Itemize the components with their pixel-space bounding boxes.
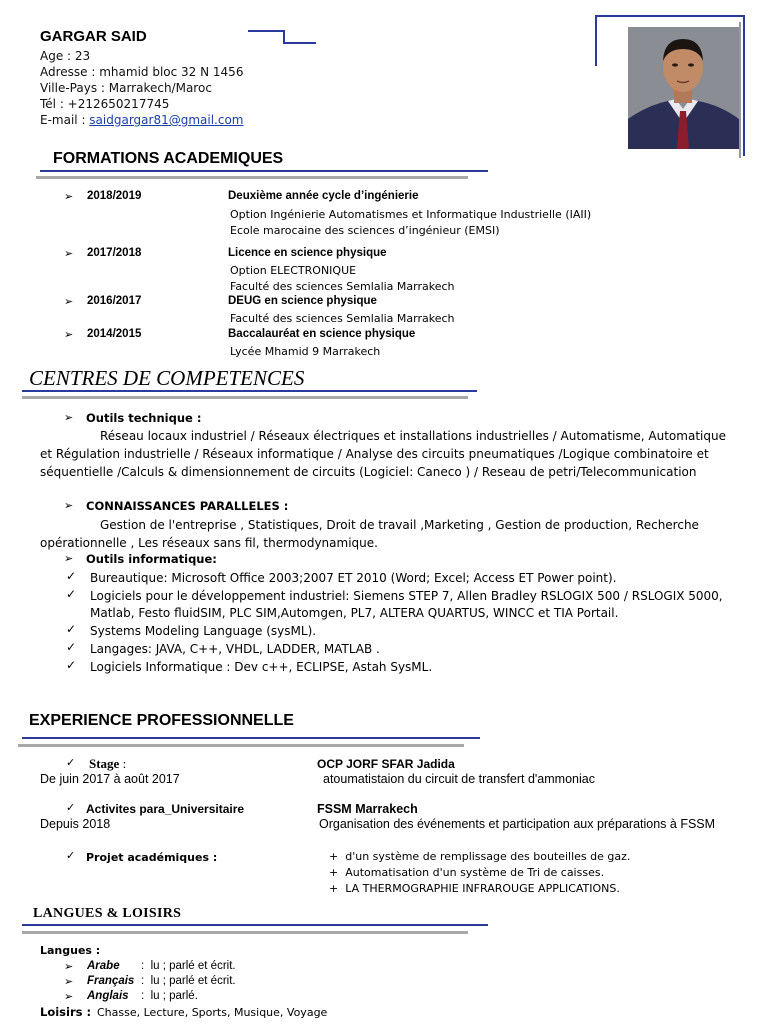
- email-link[interactable]: saidgargar81@gmail.com: [89, 113, 244, 127]
- arrow-icon: ➢: [64, 960, 74, 973]
- formation-school: Lycée Mhamid 9 Marrakech: [230, 345, 381, 358]
- langue-level-text: lu ; parlé et écrit.: [150, 960, 236, 972]
- check-icon: ✓: [66, 640, 77, 654]
- langue-name: Arabe: [87, 960, 120, 972]
- arrow-icon: ➢: [64, 975, 74, 988]
- check-icon: ✓: [66, 587, 77, 601]
- check-icon: ✓: [66, 756, 76, 769]
- candidate-name: GARGAR SAID: [40, 28, 147, 45]
- outils-technique-text-3: séquentielle /Calculs & dimensionnement de circuits (Logiciel: Caneco ) / Reseau de petri/Telecommunication: [40, 465, 697, 479]
- skill-item: Langages: JAVA, C++, VHDL, LADDER, MATLAB .: [90, 642, 380, 656]
- email-label: E-mail :: [40, 113, 90, 127]
- section-title-experience: EXPERIENCE PROFESSIONNELLE: [29, 712, 294, 729]
- formations-rule-blue: [40, 170, 488, 172]
- formation-degree: Licence en science physique: [228, 247, 387, 259]
- connaissances-label: CONNAISSANCES PARALLELES :: [86, 499, 289, 513]
- competences-rule-gray: [22, 396, 468, 399]
- check-icon: ✓: [66, 658, 77, 672]
- header-decoration-line: [240, 28, 320, 46]
- formation-degree: Deuxième année cycle d’ingénierie: [228, 190, 419, 202]
- arrow-icon: ➢: [64, 411, 74, 424]
- connaissances-text-2: opérationnelle , Les réseaux sans fil, thermodynamique.: [40, 536, 378, 550]
- formation-school: Faculté des sciences Semlalia Marrakech: [230, 312, 455, 325]
- projet-item-text: d'un système de remplissage des bouteilles de gaz.: [345, 850, 631, 863]
- phone: Tél : +212650217745: [40, 97, 170, 111]
- projet-item-text: Automatisation d'un système de Tri de caisses.: [345, 866, 605, 879]
- experience-rule-blue: [22, 737, 480, 739]
- outils-technique-text-1: Réseau locaux industriel / Réseaux électriques et installations industrielles / Automatisme, Automatique: [100, 429, 726, 443]
- outils-informatique-label: Outils informatique:: [86, 552, 217, 566]
- arrow-icon: ➢: [64, 328, 74, 341]
- city-country: Ville-Pays : Marrakech/Maroc: [40, 81, 212, 95]
- skill-item: Bureautique: Microsoft Office 2003;2007 ET 2010 (Word; Excel; Access ET Power point).: [90, 571, 617, 585]
- stage-date: De juin 2017 à août 2017: [40, 772, 180, 786]
- formation-detail: Option Ingénierie Automatismes et Informatique Industrielle (IAII): [230, 208, 592, 221]
- para-universitaire-org: FSSM Marrakech: [317, 802, 418, 816]
- formation-year: 2017/2018: [87, 247, 142, 259]
- skill-item-continued: Matlab, Festo fluidSIM, PLC SIM,Automgen, PL7, ALTERA QUARTUS, WINCC et TIA Portail.: [90, 606, 619, 620]
- langues-rule-gray: [22, 931, 468, 934]
- outils-technique-label: Outils technique :: [86, 411, 202, 425]
- outils-technique-text-2: et Régulation industrielle / Réseaux informatique / Analyse des circuits pneumatiques /Logique combinatoire et: [40, 447, 709, 461]
- formation-school: Ecole marocaine des sciences d’ingénieur (EMSI): [230, 224, 500, 237]
- arrow-icon: ➢: [64, 247, 74, 260]
- stage-colon: :: [119, 756, 127, 771]
- check-icon: ✓: [66, 849, 76, 862]
- age: Age : 23: [40, 49, 91, 63]
- arrow-icon: ➢: [64, 190, 74, 203]
- arrow-icon: ➢: [64, 552, 74, 565]
- skill-item: Logiciels pour le développement industriel: Siemens STEP 7, Allen Bradley RSLOGIX 500 / RSLOGIX 5000,: [90, 589, 723, 603]
- para-universitaire-label: Activites para_Universitaire: [86, 802, 245, 816]
- langue-level: : lu ; parlé et écrit.: [141, 975, 236, 987]
- langue-name: Français: [87, 975, 135, 987]
- projet-label: Projet académiques :: [86, 851, 218, 864]
- section-title-competences: CENTRES DE COMPETENCES: [29, 366, 305, 390]
- projet-item: + LA THERMOGRAPHIE INFRAROUGE APPLICATIONS.: [329, 882, 620, 895]
- para-universitaire-date: Depuis 2018: [40, 817, 111, 831]
- langue-name: Anglais: [87, 990, 129, 1002]
- check-icon: ✓: [66, 569, 77, 583]
- langues-rule-blue: [22, 924, 488, 926]
- arrow-icon: ➢: [64, 990, 74, 1003]
- profile-photo: [628, 27, 739, 149]
- formation-year: 2014/2015: [87, 328, 142, 340]
- experience-rule-gray: [18, 744, 464, 747]
- langue-level-text: lu ; parlé et écrit.: [150, 975, 236, 987]
- formation-degree: DEUG en science physique: [228, 295, 377, 307]
- connaissances-text-1: Gestion de l'entreprise , Statistiques, Droit de travail ,Marketing , Gestion de production, Recherche: [100, 518, 699, 532]
- check-icon: ✓: [66, 801, 76, 814]
- competences-rule-blue: [22, 390, 477, 392]
- stage-description: atoumatistaion du circuit de transfert d'ammoniac: [323, 772, 595, 786]
- formation-degree: Baccalauréat en science physique: [228, 328, 416, 340]
- stage-label: Stage: [89, 756, 120, 771]
- section-title-langues: LANGUES & LOISIRS: [33, 906, 182, 921]
- skill-item: Logiciels Informatique : Dev c++, ECLIPSE, Astah SysML.: [90, 660, 433, 674]
- langue-level: : lu ; parlé et écrit.: [141, 960, 236, 972]
- formations-rule-gray: [36, 176, 468, 179]
- arrow-icon: ➢: [64, 499, 74, 512]
- skill-item: Systems Modeling Language (sysML).: [90, 624, 317, 638]
- projet-item-text: LA THERMOGRAPHIE INFRAROUGE APPLICATIONS.: [345, 882, 620, 895]
- langues-label: Langues :: [40, 944, 101, 957]
- arrow-icon: ➢: [64, 295, 74, 308]
- loisirs-label: Loisirs :: [40, 1005, 92, 1019]
- formation-year: 2016/2017: [87, 295, 142, 307]
- email-line: [40, 112, 244, 128]
- loisirs-text: Chasse, Lecture, Sports, Musique, Voyage: [97, 1006, 328, 1019]
- check-icon: ✓: [66, 622, 77, 636]
- stage-company: OCP JORF SFAR Jadida: [317, 757, 455, 771]
- formation-school: Faculté des sciences Semlalia Marrakech: [230, 280, 455, 293]
- formation-year: 2018/2019: [87, 190, 142, 202]
- para-universitaire-description: Organisation des événements et participation aux préparations à FSSM: [319, 817, 716, 831]
- formation-detail: Option ELECTRONIQUE: [230, 264, 357, 277]
- projet-item: + d'un système de remplissage des bouteilles de gaz.: [329, 850, 631, 863]
- section-title-formations: FORMATIONS ACADEMIQUES: [53, 150, 284, 167]
- stage-label-wrap: [89, 756, 126, 772]
- langue-level: : lu ; parlé.: [141, 990, 198, 1002]
- projet-item: + Automatisation d'un système de Tri de caisses.: [329, 866, 605, 879]
- langue-level-text: lu ; parlé.: [150, 990, 198, 1002]
- address: Adresse : mhamid bloc 32 N 1456: [40, 65, 244, 79]
